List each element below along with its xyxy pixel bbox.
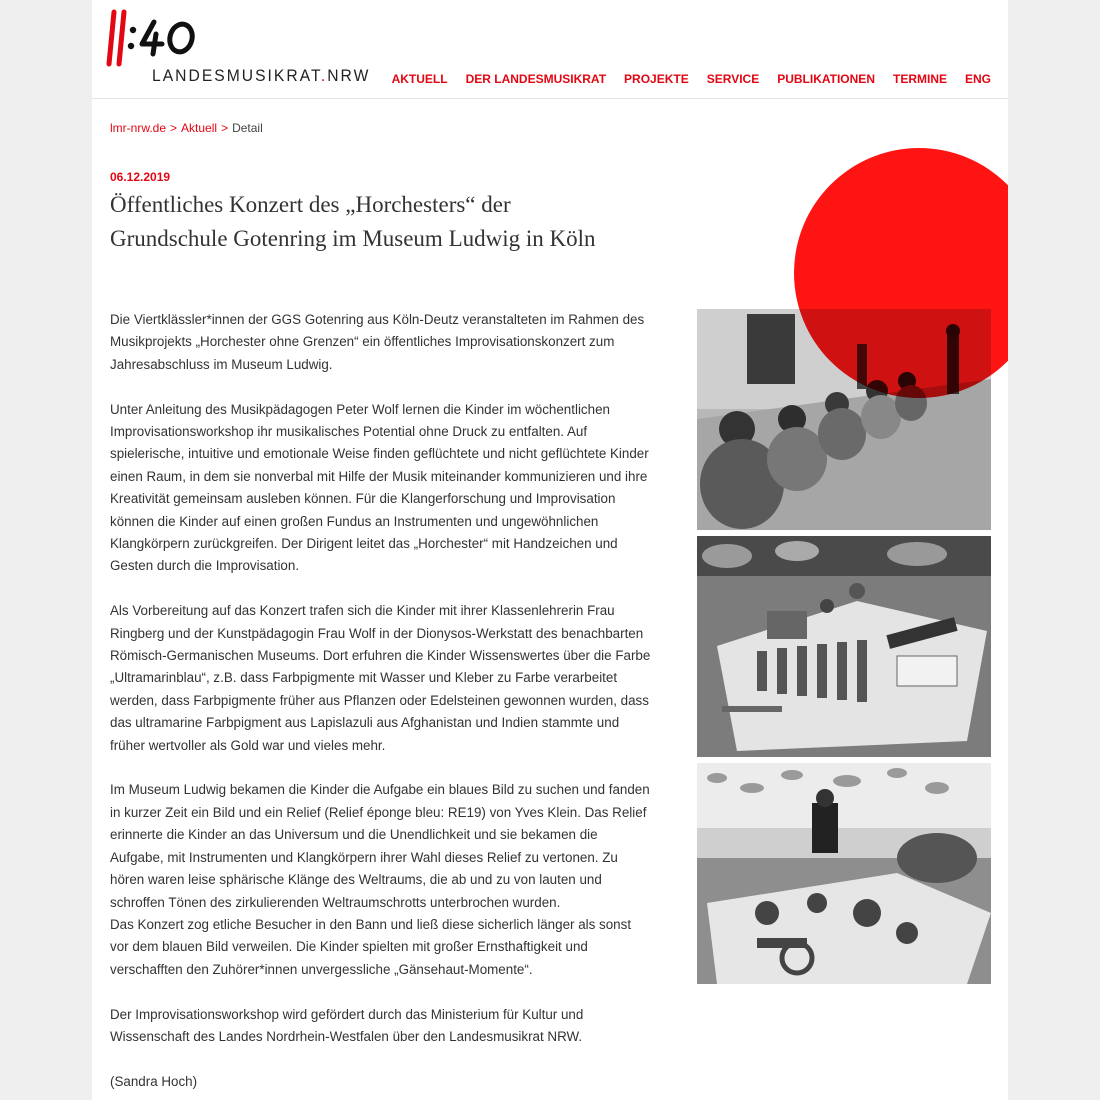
article-title-line-1: Öffentliches Konzert des „Horchesters“ der: [110, 192, 511, 217]
article-date: 06.12.2019: [110, 170, 171, 184]
page: [92, 0, 1008, 1100]
article-author: (Sandra Hoch): [110, 1073, 198, 1089]
article-paragraph: Das Konzert zog etliche Besucher in den Bann und ließ diese sicherlich länger als sonst vor dem blauen Bild verweilen. Die Kinder spielten mit großer Ernsthaftigkeit und verschafften den Zuhörer*innen unvergessliche „Gänsehaut-Momente“.: [110, 916, 632, 977]
article-paragraph: Der Improvisationsworkshop wird gefördert durch das Ministerium für Kultur und Wissenschaft des Landes Nordrhein-Westfalen über den Landesmusikrat NRW.: [110, 1006, 584, 1044]
photo-instruments-image: [697, 536, 991, 757]
site-header: [92, 0, 1008, 99]
logo-wordmark-right: NRW: [327, 66, 371, 85]
nav-item-termine[interactable]: TERMINE: [892, 72, 947, 86]
main-nav: [392, 72, 991, 86]
photo-instruments[interactable]: [697, 536, 991, 757]
article-title-line-2: Grundschule Gotenring im Museum Ludwig in Köln: [110, 226, 596, 251]
photo-concert-image: [697, 763, 991, 984]
article-paragraph: Unter Anleitung des Musikpädagogen Peter Wolf lernen die Kinder im wöchentlichen Improvisationsworkshop ihr musikalisches Potential ohne Druck zu entfalten. Auf spielerische, intuitive und emotionale Weise finden geflüchtete und nicht geflüchtete Kinder einen Raum, in dem sie nonverbal mit Hilfe der Musik miteinander kommunizieren und ihre Kreativität gemeinsam ausleben können. Für die Klangerforschung und Improvisation können die Kinder auf einen großen Fundus an Instrumenten und ungewöhnlichen Klangkörpern zurückgreifen. Der Dirigent leitet das „Horchester“ mit Handzeichen und Gesten durch die Improvisation.: [110, 401, 649, 574]
logo-wordmark: [152, 66, 370, 86]
breadcrumb: [110, 121, 263, 135]
article-paragraph: Die Viertklässler*innen der GGS Gotenring aus Köln-Deutz veranstalteten im Rahmen des Musikprojekts „Horchester ohne Grenzen“ ein öffentliches Improvisationskonzert zum Jahresabschluss im Museum Ludwig.: [110, 312, 645, 372]
nav-item-projekte[interactable]: PROJEKTE: [624, 72, 689, 86]
nav-item-aktuell[interactable]: AKTUELL: [391, 72, 448, 86]
article-body: [110, 309, 652, 1100]
nav-item-publikationen[interactable]: PUBLIKATIONEN: [777, 72, 875, 86]
breadcrumb-separator: >: [170, 121, 178, 135]
photo-children-sitting-image: [697, 309, 991, 530]
nav-item-der-landesmusikrat[interactable]: DER LANDESMUSIKRAT: [465, 72, 607, 86]
logo-wordmark-dot: .: [320, 66, 328, 85]
breadcrumb-separator: >: [221, 121, 229, 135]
logo-wordmark-left: LANDESMUSIKRAT: [152, 66, 321, 85]
breadcrumb-section-link[interactable]: Aktuell: [181, 121, 218, 135]
article-paragraph: Als Vorbereitung auf das Konzert trafen sich die Kinder mit ihrer Klassenlehrerin Frau Ringberg und der Kunstpädagogin Frau Wolf in der Dionysos-Werkstatt des benachbarten Römisch-Germanischen Museums. Dort erfuhren die Kinder Wissenswertes über die Farbe „Ultramarinblau“, z.B. dass Farbpigmente mit Wasser und Kleber zu Farbe verarbeitet werden, dass Farbpigmente früher aus Pflanzen oder Edelsteinen gewonnen wurden, dass das ultramarine Farbpigment aus Lapislazuli aus Afghanistan und Indien stammte und früher wertvoller als Gold war und vieles mehr.: [110, 603, 651, 753]
nav-item-service[interactable]: SERVICE: [706, 72, 760, 86]
logo-mark-icon: [106, 8, 216, 68]
nav-item-eng[interactable]: ENG: [964, 72, 991, 86]
breadcrumb-current: Detail: [232, 121, 263, 135]
photo-concert[interactable]: [697, 763, 991, 984]
article-title: [110, 188, 670, 256]
breadcrumb-home-link[interactable]: lmr-nrw.de: [110, 121, 167, 135]
article-paragraph: Im Museum Ludwig bekamen die Kinder die Aufgabe ein blaues Bild zu suchen und fanden in kurzer Zeit ein Bild und ein Relief (Relief éponge bleu: RE19) von Yves Klein. Das Relief erinnerte die Kinder an das Universum und die Unendlichkeit und sie bekamen die Aufgabe, mit Instrumenten und Klangkörpern ihrer Wahl dieses Relief zu vertonen. Zu hören waren leise sphärische Klänge des Weltraums, die ab und zu von lauten und schroffen Tönen des zirkulierenden Weltraumschrotts unterbrochen wurden.: [110, 782, 650, 910]
photo-children-sitting[interactable]: [697, 309, 991, 530]
site-logo[interactable]: [106, 8, 371, 88]
